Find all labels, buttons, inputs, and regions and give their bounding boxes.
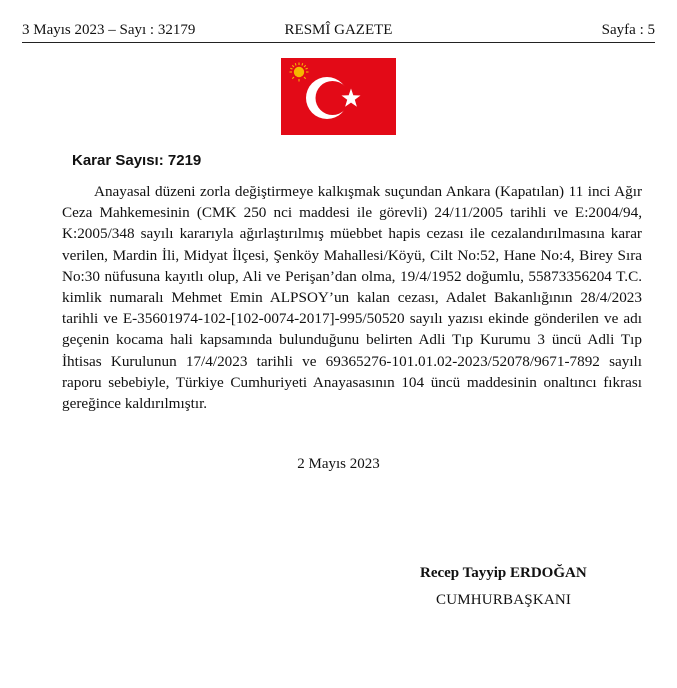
turkish-flag-icon	[281, 58, 396, 135]
page-header	[22, 18, 655, 43]
decision-number-title: Karar Sayısı: 7219	[72, 152, 202, 169]
decision-date: 2 Mayıs 2023	[297, 456, 380, 472]
signer-given-names: Recep Tayyip	[420, 565, 511, 581]
page-number: Sayfa : 5	[601, 22, 655, 38]
signer-name	[420, 565, 587, 582]
issue-date-number: 3 Mayıs 2023 – Sayı : 32179	[22, 22, 196, 38]
signer-title: CUMHURBAŞKANI	[436, 592, 572, 608]
decision-body-text: Anayasal düzeni zorla değiştirmeye kalkışmak suçundan Ankara (Kapatılan) 11 inci Ağır Ceza Mahkemesinin (CMK 250 nci maddesi ile görevli) 24/11/2005 tarihli ve E:2004/94, K:2005/348 sayılı kararıyla ağırlaştırılmış müebbet hapis cezası ile cezalandırılmasına karar verilen, Mardin İli, Midyat İlçesi, Şenköy Mahallesi/Köyü, Cilt No:52, Hane No:4, Birey Sıra No:30 nüfusuna kayıtlı olup, Ali ve Perişan’dan olma, 19/4/1952 doğumlu, 55873356204 T.C. kimlik numaralı Mehmet Emin ALPSOY’un kalan cezası, Adalet Bakanlığının 28/4/2023 tarihli ve E-35601974-102-[102-0074-2017]-995/50520 sayılı yazısı ekinde gönderilen ve adı geçenin kocama hali kapsamında bulunduğunu belirten Adli Tıp Kurumu 3 üncü Adli Tıp İhtisas Kurulunun 17/4/2023 tarihli ve 69365276-101.01.02-2023/52078/9671-7892 sayılı raporu sebebiyle, Türkiye Cumhuriyeti Anayasasının 104 üncü maddesinin onaltıncı fıkrası gereğince kaldırılmıştır.	[62, 183, 642, 413]
signer-surname: ERDOĞAN	[510, 565, 587, 581]
gazette-title: RESMÎ GAZETE	[284, 22, 393, 38]
